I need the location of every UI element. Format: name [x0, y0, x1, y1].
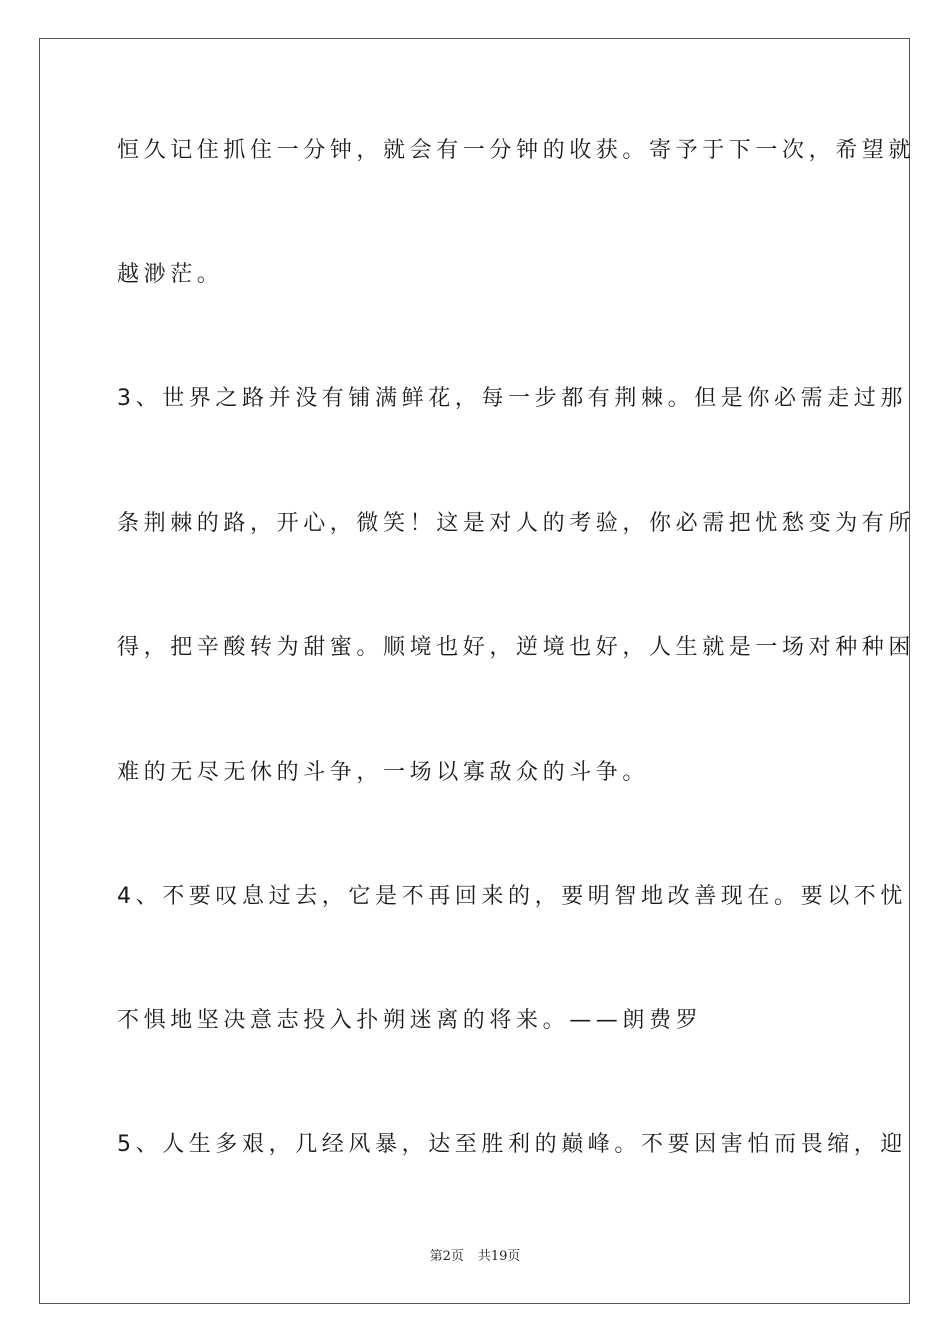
page-footer [0, 1245, 950, 1264]
text-line: 不惧地坚决意志投入扑朔迷离的将来。——朗费罗 [117, 1008, 703, 1033]
text-line: 得，把辛酸转为甜蜜。顺境也好，逆境也好，人生就是一场对种种困 [117, 635, 916, 660]
total-pages: 共19页 [477, 1249, 521, 1264]
page-border [39, 38, 910, 1304]
page-number: 第2页 [429, 1249, 464, 1264]
text-line: 条荆棘的路，开心，微笑！这是对人的考验，你必需把忧愁变为有所 [117, 511, 916, 536]
text-line: 3、世界之路并没有铺满鲜花，每一步都有荆棘。但是你必需走过那 [117, 386, 907, 411]
text-line: 难的无尽无休的斗争，一场以寡敌众的斗争。 [117, 760, 650, 785]
text-line: 恒久记住抓住一分钟，就会有一分钟的收获。寄予于下一次，希望就 [117, 138, 916, 163]
text-line: 4、不要叹息过去，它是不再回来的，要明智地改善现在。要以不忧 [117, 884, 907, 909]
text-line: 越渺茫。 [117, 262, 224, 287]
text-line: 5、人生多艰，几经风暴，达至胜利的巅峰。不要因害怕而畏缩，迎 [117, 1132, 907, 1157]
